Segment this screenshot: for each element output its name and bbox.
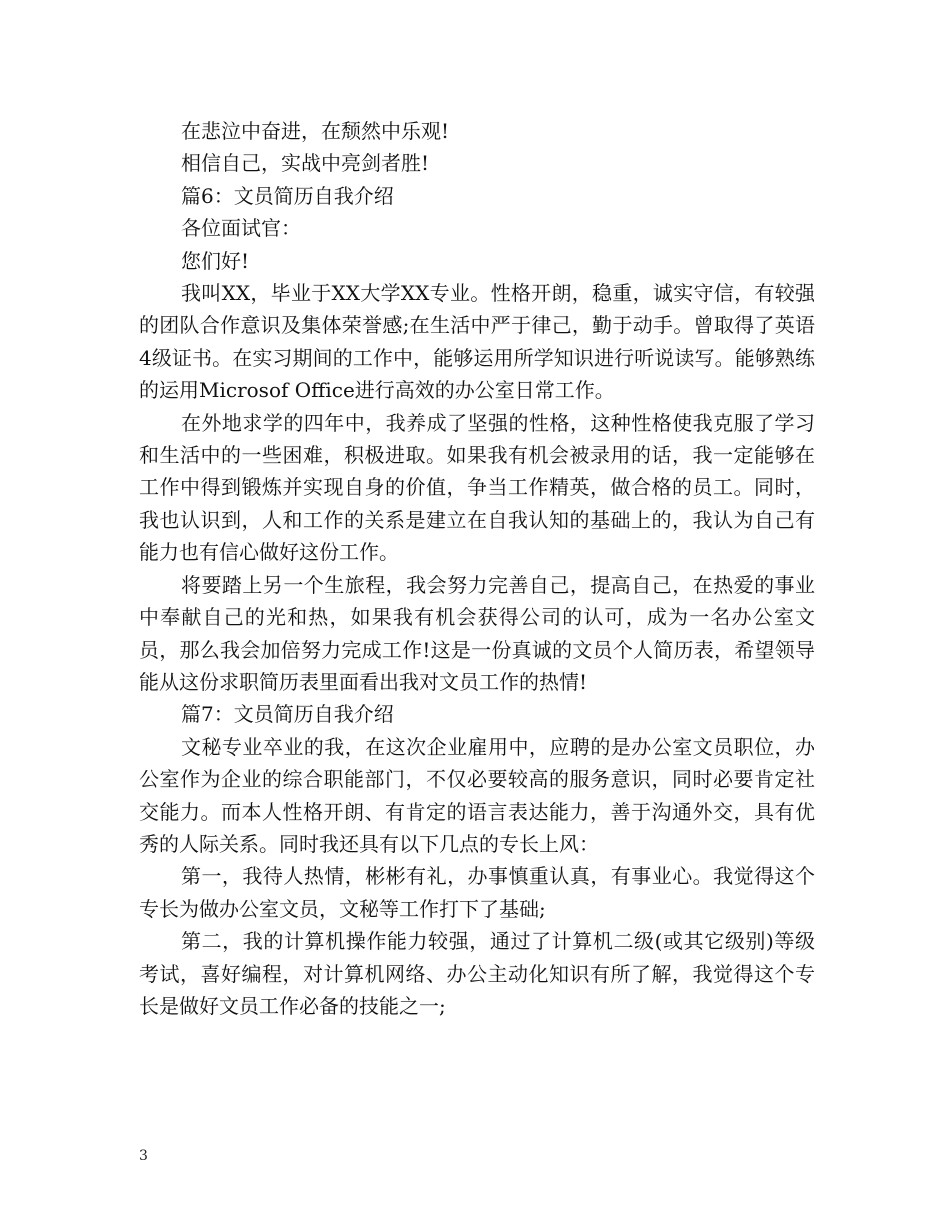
paragraph-study-years: 在外地求学的四年中，我养成了坚强的性格，这种性格使我克服了学习和生活中的一些困难，积极进取。如果我有机会被录用的话，我一定能够在工作中得到锻炼并实现自身的价值，争当工作精英，做合格的员工。同时，我也认识到，人和工作的关系是建立在自我认知的基础上的，我认为自己有能力也有信心做好这份工作。 (139, 410, 815, 565)
paragraph-secretary-intro: 文秘专业卒业的我，在这次企业雇用中，应聘的是办公室文员职位，办公室作为企业的综合职能部门，不仅必要较高的服务意识，同时必要肯定社交能力。而本人性格开朗、有肯定的语言表达能力，善于沟通外交，具有优秀的人际关系。同时我还具有以下几点的专长上风： (139, 734, 815, 856)
paragraph-future-journey: 将要踏上另一个生旅程，我会努力完善自己，提高自己，在热爱的事业中奉献自己的光和热，如果我有机会获得公司的认可，成为一名办公室文员，那么我会加倍努力完成工作!这是一份真诚的文员个人简历表，希望领导能从这份求职简历表里面看出我对文员工作的热情! (139, 572, 815, 694)
section-heading-6: 篇6：文员简历自我介绍 (181, 183, 394, 208)
paragraph-greeting-salutation: 各位面试官： (181, 216, 301, 241)
section-heading-7: 篇7：文员简历自我介绍 (181, 702, 394, 727)
paragraph-motto-1: 在悲泣中奋进，在颓然中乐观! (181, 119, 450, 143)
paragraph-greeting-hello: 您们好! (181, 248, 250, 273)
paragraph-strength-2: 第二，我的计算机操作能力较强，通过了计算机二级(或其它级别)等级考试，喜好编程，对计算机网络、办公主动化知识有所了解，我觉得这个专长是做好文员工作必备的技能之一; (139, 929, 815, 1018)
paragraph-strength-1: 第一，我待人热情，彬彬有礼，办事慎重认真，有事业心。我觉得这个专长为做办公室文员，文秘等工作打下了基础; (139, 864, 815, 921)
page-number: 3 (139, 1148, 148, 1164)
paragraph-motto-2: 相信自己，实战中亮剑者胜! (181, 151, 430, 176)
paragraph-self-intro: 我叫XX，毕业于XX大学XX专业。性格开朗，稳重，诚实守信，有较强的团队合作意识及集体荣誉感;在生活中严于律己，勤于动手。曾取得了英语4级证书。在实习期间的工作中，能够运用所学知识进行听说读写。能够熟练的运用Microsof Office进行高效的办公室日常工作。 (139, 281, 815, 403)
document-body (139, 115, 815, 1022)
